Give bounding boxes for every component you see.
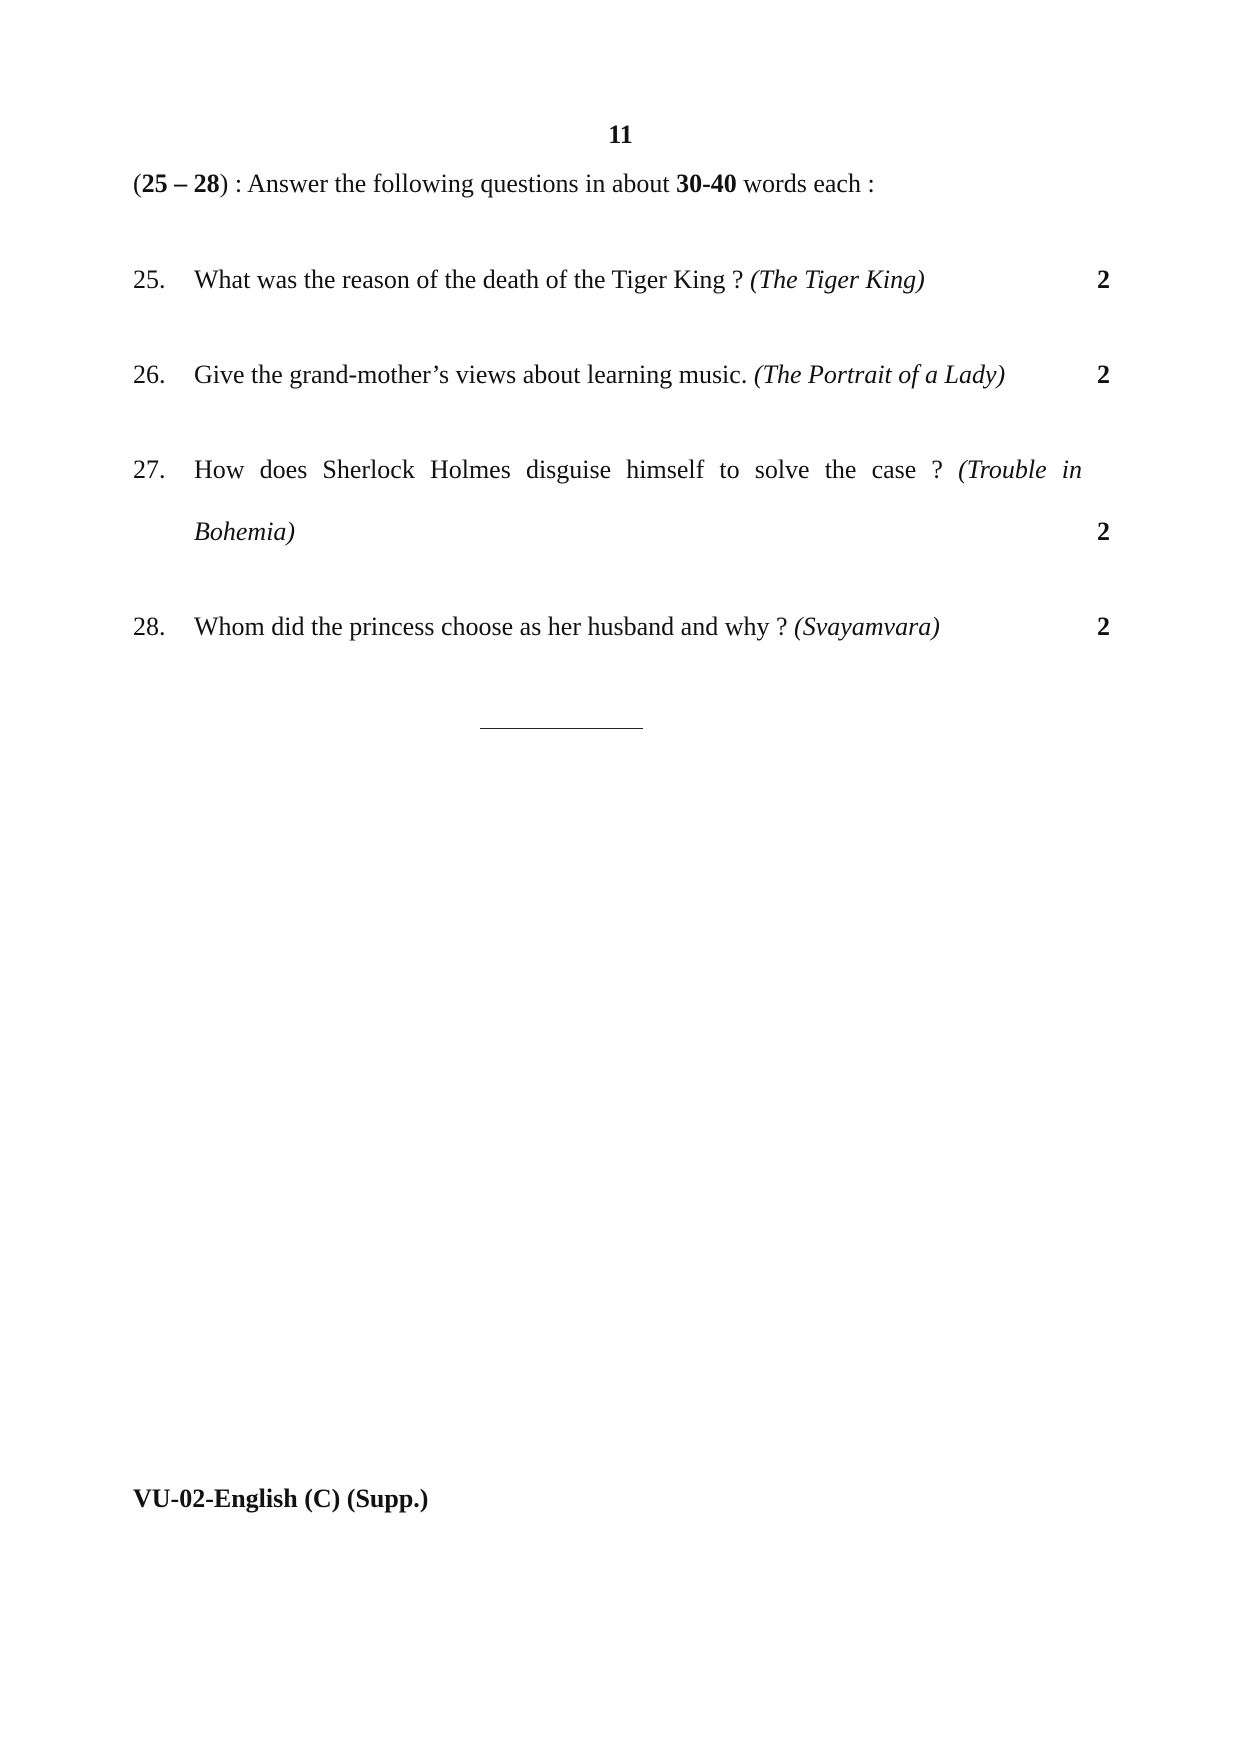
question-source-continued xyxy=(194,515,295,549)
question-range: 25 – 28 xyxy=(141,169,220,198)
section-instruction xyxy=(133,167,875,201)
question-source: (The Portrait of a Lady) xyxy=(753,360,1006,389)
question-text xyxy=(194,610,940,644)
paper-code-footer: VU-02-English (C) (Supp.) xyxy=(133,1484,429,1513)
question-text xyxy=(194,263,925,297)
question-body: Whom did the princess choose as her husband and why ? xyxy=(194,612,795,641)
question-number: 28. xyxy=(133,612,166,641)
question-marks: 2 xyxy=(1097,612,1110,641)
question-source: (The Tiger King) xyxy=(749,265,925,294)
instruction-close-paren: ) xyxy=(219,169,229,198)
page-number: 11 xyxy=(608,120,633,149)
question-marks: 2 xyxy=(1097,517,1110,546)
question-source: (Trouble in xyxy=(958,455,1082,484)
question-body: How does Sherlock Holmes disguise himself to solve the case ? xyxy=(194,455,959,484)
question-marks: 2 xyxy=(1097,265,1110,294)
question-body: Give the grand-mother’s views about learning music. xyxy=(194,360,754,389)
question-number: 25. xyxy=(133,265,166,294)
question-marks: 2 xyxy=(1097,360,1110,389)
question-number: 27. xyxy=(133,455,166,484)
instruction-open-paren: ( xyxy=(133,169,142,198)
instruction-tail: words each : xyxy=(736,169,875,198)
question-number: 26. xyxy=(133,360,166,389)
question-text xyxy=(194,358,1005,392)
question-source: (Svayamvara) xyxy=(794,612,940,641)
question-source-line2: Bohemia) xyxy=(194,517,296,546)
word-count: 30-40 xyxy=(676,169,737,198)
question-body: What was the reason of the death of the Tiger King ? xyxy=(194,265,750,294)
instruction-lead: : Answer the following questions in about xyxy=(228,169,677,198)
question-text xyxy=(194,453,1082,487)
end-of-section-rule xyxy=(480,728,643,729)
